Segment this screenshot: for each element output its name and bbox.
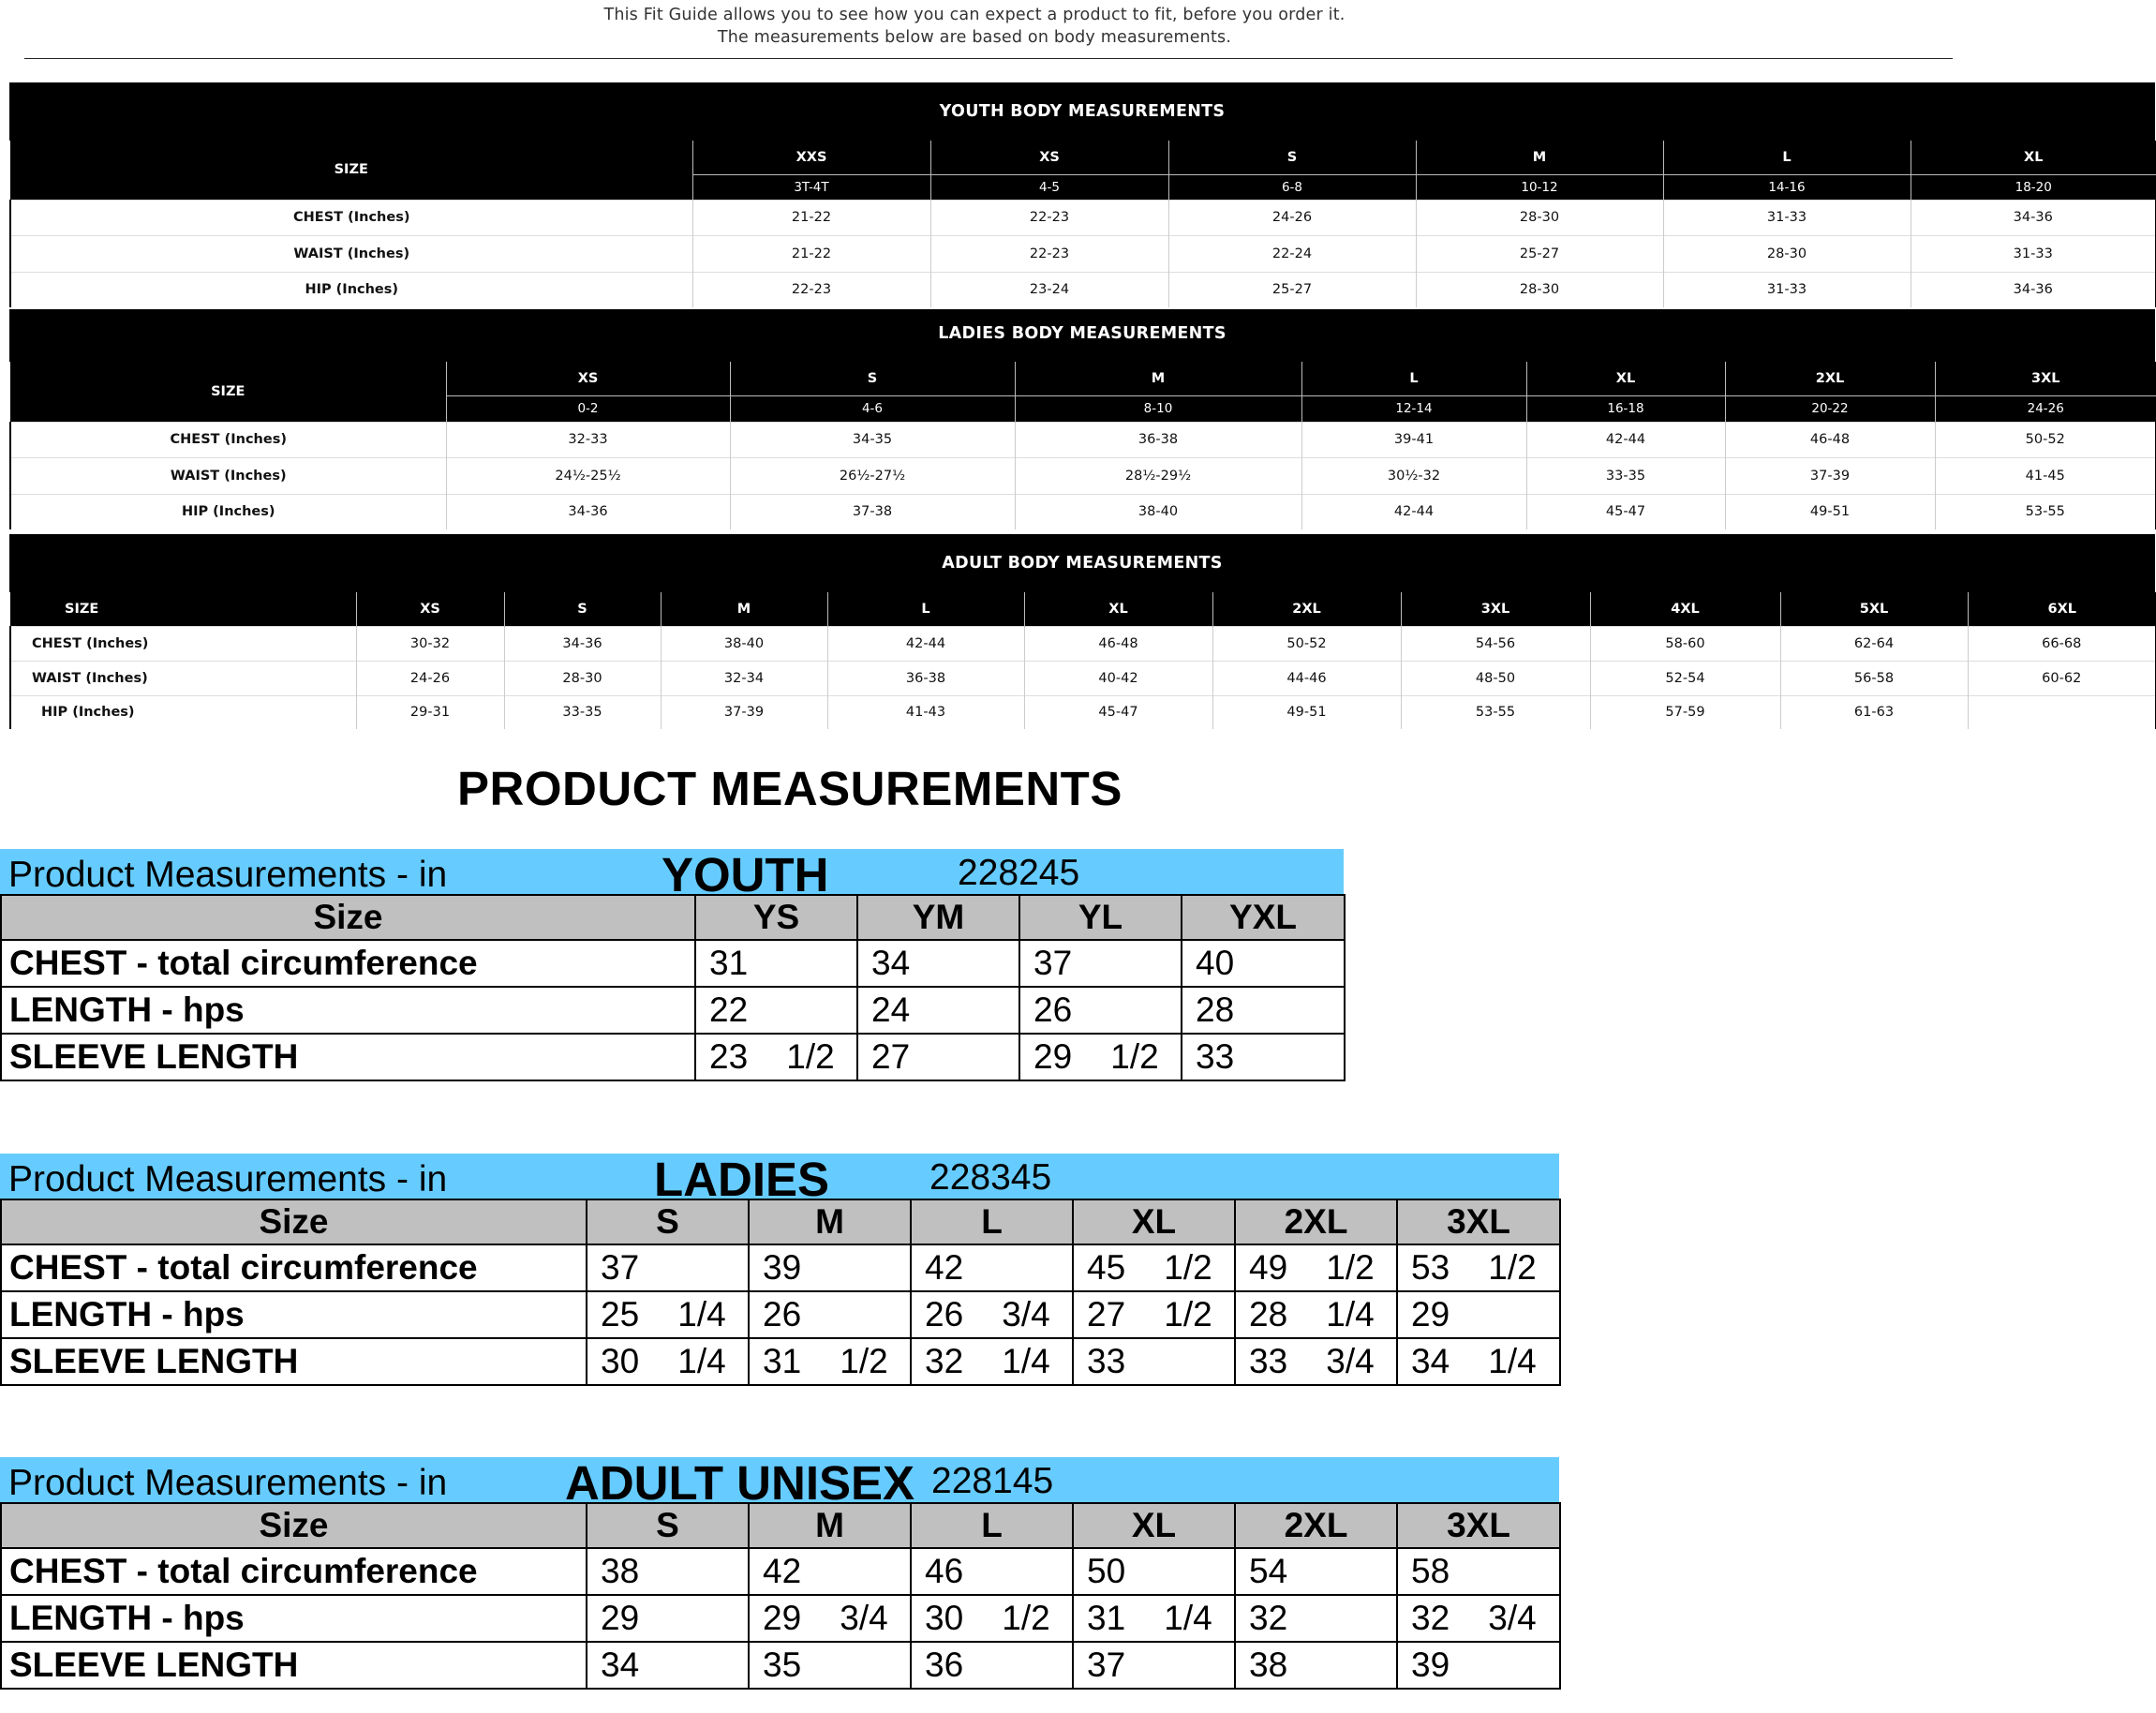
table-row bbox=[10, 626, 2156, 661]
adult-body-title: ADULT BODY MEASUREMENTS bbox=[9, 534, 2155, 592]
cell: 42-44 bbox=[827, 626, 1024, 661]
cell: 46 bbox=[911, 1548, 1073, 1595]
cell: 50 bbox=[1073, 1548, 1235, 1595]
row-label: WAIST (Inches) bbox=[10, 661, 356, 695]
cell: 38 bbox=[1235, 1642, 1397, 1689]
cell: 33 bbox=[1073, 1338, 1235, 1385]
adult-size-col: M bbox=[661, 592, 827, 626]
cell: 37 bbox=[1073, 1642, 1235, 1689]
cell: 49 1/2 bbox=[1235, 1244, 1397, 1291]
cell: 38 bbox=[587, 1548, 749, 1595]
youth-size-header: SIZE bbox=[10, 141, 692, 200]
youth-range-col: 4-5 bbox=[930, 174, 1168, 200]
cell: 44-46 bbox=[1212, 661, 1401, 695]
cell: 30-32 bbox=[356, 626, 504, 661]
cell: 27 1/2 bbox=[1073, 1291, 1235, 1338]
band-group: LADIES bbox=[654, 1153, 830, 1206]
size-col: YM bbox=[857, 895, 1019, 940]
size-header: Size bbox=[1, 1503, 587, 1548]
cell: 37-38 bbox=[730, 494, 1015, 529]
cell: 61-63 bbox=[1780, 695, 1968, 729]
size-col: XL bbox=[1073, 1503, 1235, 1548]
cell: 46-48 bbox=[1024, 626, 1212, 661]
cell: 22 bbox=[695, 987, 857, 1034]
ladies-body-measurements bbox=[9, 309, 2155, 529]
cell: 33 3/4 bbox=[1235, 1338, 1397, 1385]
youth-range-col: 10-12 bbox=[1416, 174, 1663, 200]
cell: 52-54 bbox=[1590, 661, 1780, 695]
cell: 29 bbox=[587, 1595, 749, 1642]
cell: 32 3/4 bbox=[1397, 1595, 1560, 1642]
row-label: CHEST - total circumference bbox=[1, 1244, 587, 1291]
cell: 30 1/4 bbox=[587, 1338, 749, 1385]
row-label: HIP (Inches) bbox=[10, 695, 356, 729]
cell: 34-36 bbox=[1911, 272, 2156, 307]
size-col: 3XL bbox=[1397, 1199, 1560, 1244]
table-row bbox=[1, 1291, 1560, 1338]
cell: 34-35 bbox=[730, 422, 1015, 457]
ladies-size-header: SIZE bbox=[10, 362, 446, 422]
row-label: CHEST (Inches) bbox=[10, 200, 692, 235]
adult-product-table bbox=[0, 1502, 1561, 1690]
ladies-range-col: 20-22 bbox=[1725, 395, 1935, 422]
intro-line-2: The measurements below are based on body measurements. bbox=[717, 28, 1232, 47]
cell: 25 1/4 bbox=[587, 1291, 749, 1338]
cell: 34-36 bbox=[504, 626, 661, 661]
ladies-size-col: XS bbox=[446, 362, 730, 395]
table-row bbox=[10, 661, 2156, 695]
band-label: Product Measurements - in bbox=[8, 1463, 448, 1503]
row-label: LENGTH - hps bbox=[1, 1291, 587, 1338]
cell: 28-30 bbox=[1416, 200, 1663, 235]
cell: 26 bbox=[749, 1291, 911, 1338]
size-col: S bbox=[587, 1503, 749, 1548]
table-row bbox=[1, 1034, 1345, 1080]
cell: 35 bbox=[749, 1642, 911, 1689]
size-col: 3XL bbox=[1397, 1503, 1560, 1548]
cell: 54-56 bbox=[1401, 626, 1590, 661]
table-row bbox=[10, 494, 2156, 529]
row-label: CHEST (Inches) bbox=[10, 626, 356, 661]
cell: 28½-29½ bbox=[1015, 457, 1301, 494]
size-col: YXL bbox=[1182, 895, 1345, 940]
size-col: YL bbox=[1019, 895, 1182, 940]
cell: 39-41 bbox=[1301, 422, 1526, 457]
cell: 24 bbox=[857, 987, 1019, 1034]
row-label: CHEST - total circumference bbox=[1, 1548, 587, 1595]
youth-size-col: M bbox=[1416, 141, 1663, 174]
youth-size-col: XS bbox=[930, 141, 1168, 174]
cell: 34 bbox=[587, 1642, 749, 1689]
row-label: HIP (Inches) bbox=[10, 494, 446, 529]
table-row bbox=[1, 940, 1345, 987]
cell: 33 bbox=[1182, 1034, 1345, 1080]
cell: 28-30 bbox=[1663, 235, 1911, 272]
youth-size-col: XXS bbox=[692, 141, 930, 174]
youth-range-col: 6-8 bbox=[1168, 174, 1416, 200]
ladies-size-col: 2XL bbox=[1725, 362, 1935, 395]
cell: 29 3/4 bbox=[749, 1595, 911, 1642]
table-row bbox=[1, 1338, 1560, 1385]
row-label: LENGTH - hps bbox=[1, 1595, 587, 1642]
cell: 28 bbox=[1182, 987, 1345, 1034]
adult-product-measurements bbox=[0, 1457, 1559, 1690]
cell: 37 bbox=[1019, 940, 1182, 987]
cell: 42 bbox=[749, 1548, 911, 1595]
adult-size-col: 6XL bbox=[1968, 592, 2156, 626]
band-label: Product Measurements - in bbox=[8, 855, 448, 895]
cell: 24½-25½ bbox=[446, 457, 730, 494]
ladies-range-col: 16-18 bbox=[1526, 395, 1725, 422]
cell: 45-47 bbox=[1024, 695, 1212, 729]
cell: 40-42 bbox=[1024, 661, 1212, 695]
cell: 25-27 bbox=[1416, 235, 1663, 272]
cell: 30½-32 bbox=[1301, 457, 1526, 494]
cell: 36-38 bbox=[827, 661, 1024, 695]
ladies-size-col: S bbox=[730, 362, 1015, 395]
row-label: SLEEVE LENGTH bbox=[1, 1034, 695, 1080]
adult-size-col: 2XL bbox=[1212, 592, 1401, 626]
cell: 30 1/2 bbox=[911, 1595, 1073, 1642]
cell: 31 bbox=[695, 940, 857, 987]
cell: 26 bbox=[1019, 987, 1182, 1034]
ladies-range-col: 12-14 bbox=[1301, 395, 1526, 422]
cell: 56-58 bbox=[1780, 661, 1968, 695]
cell: 42-44 bbox=[1301, 494, 1526, 529]
table-row bbox=[10, 422, 2156, 457]
youth-range-col: 14-16 bbox=[1663, 174, 1911, 200]
cell: 29 bbox=[1397, 1291, 1560, 1338]
cell: 37-39 bbox=[661, 695, 827, 729]
ladies-product-measurements bbox=[0, 1154, 1559, 1386]
ladies-range-col: 0-2 bbox=[446, 395, 730, 422]
size-header: Size bbox=[1, 895, 695, 940]
row-label: SLEEVE LENGTH bbox=[1, 1338, 587, 1385]
youth-size-col: L bbox=[1663, 141, 1911, 174]
cell: 34-36 bbox=[446, 494, 730, 529]
cell: 57-59 bbox=[1590, 695, 1780, 729]
row-label: WAIST (Inches) bbox=[10, 235, 692, 272]
adult-size-col: XL bbox=[1024, 592, 1212, 626]
intro-line-1: This Fit Guide allows you to see how you can expect a product to fit, before you order it. bbox=[603, 6, 1346, 24]
ladies-range-col: 8-10 bbox=[1015, 395, 1301, 422]
adult-size-header: SIZE bbox=[10, 592, 356, 626]
adult-size-col: 5XL bbox=[1780, 592, 1968, 626]
size-col: M bbox=[749, 1199, 911, 1244]
ladies-body-title: LADIES BODY MEASUREMENTS bbox=[9, 309, 2155, 362]
table-row bbox=[1, 1595, 1560, 1642]
youth-range-col: 3T-4T bbox=[692, 174, 930, 200]
youth-size-col: XL bbox=[1911, 141, 2156, 174]
band-code: 228245 bbox=[958, 853, 1080, 893]
cell: 58 bbox=[1397, 1548, 1560, 1595]
ladies-size-col: M bbox=[1015, 362, 1301, 395]
size-col: YS bbox=[695, 895, 857, 940]
cell: 32-33 bbox=[446, 422, 730, 457]
cell: 38-40 bbox=[661, 626, 827, 661]
row-label: CHEST - total circumference bbox=[1, 940, 695, 987]
cell: 33-35 bbox=[504, 695, 661, 729]
size-col: L bbox=[911, 1503, 1073, 1548]
cell: 24-26 bbox=[1168, 200, 1416, 235]
youth-body-measurements bbox=[9, 82, 2155, 307]
cell: 54 bbox=[1235, 1548, 1397, 1595]
youth-range-col: 18-20 bbox=[1911, 174, 2156, 200]
cell: 28-30 bbox=[1416, 272, 1663, 307]
youth-product-table bbox=[0, 894, 1346, 1081]
cell: 38-40 bbox=[1015, 494, 1301, 529]
cell bbox=[1968, 695, 2156, 729]
ladies-size-col: 3XL bbox=[1935, 362, 2156, 395]
cell: 21-22 bbox=[692, 235, 930, 272]
cell: 22-24 bbox=[1168, 235, 1416, 272]
product-band bbox=[0, 1456, 1559, 1510]
cell: 41-43 bbox=[827, 695, 1024, 729]
cell: 26½-27½ bbox=[730, 457, 1015, 494]
ladies-range-col: 4-6 bbox=[730, 395, 1015, 422]
table-row bbox=[1, 1548, 1560, 1595]
cell: 49-51 bbox=[1212, 695, 1401, 729]
cell: 28 1/4 bbox=[1235, 1291, 1397, 1338]
row-label: LENGTH - hps bbox=[1, 987, 695, 1034]
cell: 58-60 bbox=[1590, 626, 1780, 661]
cell: 31-33 bbox=[1911, 235, 2156, 272]
cell: 25-27 bbox=[1168, 272, 1416, 307]
product-measurements-heading: PRODUCT MEASUREMENTS bbox=[457, 762, 1123, 815]
cell: 46-48 bbox=[1725, 422, 1935, 457]
cell: 40 bbox=[1182, 940, 1345, 987]
cell: 22-23 bbox=[692, 272, 930, 307]
ladies-range-col: 24-26 bbox=[1935, 395, 2156, 422]
table-row bbox=[1, 1244, 1560, 1291]
ladies-body-table bbox=[9, 362, 2156, 529]
cell: 26 3/4 bbox=[911, 1291, 1073, 1338]
adult-body-measurements bbox=[9, 534, 2155, 729]
cell: 60-62 bbox=[1968, 661, 2156, 695]
product-band bbox=[0, 1153, 1559, 1206]
row-label: SLEEVE LENGTH bbox=[1, 1642, 587, 1689]
cell: 62-64 bbox=[1780, 626, 1968, 661]
row-label: WAIST (Inches) bbox=[10, 457, 446, 494]
cell: 36-38 bbox=[1015, 422, 1301, 457]
cell: 31 1/4 bbox=[1073, 1595, 1235, 1642]
band-code: 228145 bbox=[931, 1461, 1054, 1501]
cell: 42-44 bbox=[1526, 422, 1725, 457]
cell: 23-24 bbox=[930, 272, 1168, 307]
cell: 24-26 bbox=[356, 661, 504, 695]
size-header: Size bbox=[1, 1199, 587, 1244]
table-row bbox=[10, 200, 2156, 235]
youth-product-measurements bbox=[0, 849, 1344, 1081]
cell: 53-55 bbox=[1401, 695, 1590, 729]
cell: 41-45 bbox=[1935, 457, 2156, 494]
cell: 27 bbox=[857, 1034, 1019, 1080]
cell: 29 1/2 bbox=[1019, 1034, 1182, 1080]
cell: 31 1/2 bbox=[749, 1338, 911, 1385]
cell: 28-30 bbox=[504, 661, 661, 695]
adult-size-col: S bbox=[504, 592, 661, 626]
cell: 34 1/4 bbox=[1397, 1338, 1560, 1385]
youth-size-col: S bbox=[1168, 141, 1416, 174]
cell: 22-23 bbox=[930, 200, 1168, 235]
cell: 33-35 bbox=[1526, 457, 1725, 494]
band-label: Product Measurements - in bbox=[8, 1159, 448, 1199]
cell: 36 bbox=[911, 1642, 1073, 1689]
table-row bbox=[10, 272, 2156, 307]
size-col: L bbox=[911, 1199, 1073, 1244]
cell: 48-50 bbox=[1401, 661, 1590, 695]
cell: 45-47 bbox=[1526, 494, 1725, 529]
cell: 39 bbox=[749, 1244, 911, 1291]
cell: 66-68 bbox=[1968, 626, 2156, 661]
band-group: ADULT UNISEX bbox=[565, 1456, 915, 1510]
cell: 49-51 bbox=[1725, 494, 1935, 529]
table-row bbox=[10, 235, 2156, 272]
table-row bbox=[1, 1642, 1560, 1689]
cell: 34-36 bbox=[1911, 200, 2156, 235]
cell: 42 bbox=[911, 1244, 1073, 1291]
cell: 50-52 bbox=[1212, 626, 1401, 661]
cell: 21-22 bbox=[692, 200, 930, 235]
cell: 34 bbox=[857, 940, 1019, 987]
size-col: XL bbox=[1073, 1199, 1235, 1244]
cell: 32 bbox=[1235, 1595, 1397, 1642]
adult-size-col: XS bbox=[356, 592, 504, 626]
row-label: HIP (Inches) bbox=[10, 272, 692, 307]
cell: 53-55 bbox=[1935, 494, 2156, 529]
cell: 37 bbox=[587, 1244, 749, 1291]
cell: 31-33 bbox=[1663, 200, 1911, 235]
cell: 53 1/2 bbox=[1397, 1244, 1560, 1291]
adult-body-table bbox=[9, 592, 2156, 729]
cell: 23 1/2 bbox=[695, 1034, 857, 1080]
table-row bbox=[10, 457, 2156, 494]
size-col: S bbox=[587, 1199, 749, 1244]
cell: 39 bbox=[1397, 1642, 1560, 1689]
ladies-size-col: XL bbox=[1526, 362, 1725, 395]
intro-divider bbox=[24, 58, 1953, 59]
cell: 32 1/4 bbox=[911, 1338, 1073, 1385]
size-col: 2XL bbox=[1235, 1199, 1397, 1244]
band-group: YOUTH bbox=[662, 848, 829, 901]
table-row bbox=[1, 987, 1345, 1034]
row-label: CHEST (Inches) bbox=[10, 422, 446, 457]
cell: 45 1/2 bbox=[1073, 1244, 1235, 1291]
fit-guide-intro bbox=[0, 4, 1949, 49]
cell: 37-39 bbox=[1725, 457, 1935, 494]
youth-body-table bbox=[9, 141, 2156, 307]
youth-body-title: YOUTH BODY MEASUREMENTS bbox=[9, 82, 2155, 141]
cell: 31-33 bbox=[1663, 272, 1911, 307]
ladies-size-col: L bbox=[1301, 362, 1526, 395]
product-band bbox=[0, 848, 1344, 901]
cell: 32-34 bbox=[661, 661, 827, 695]
adult-size-col: 4XL bbox=[1590, 592, 1780, 626]
cell: 22-23 bbox=[930, 235, 1168, 272]
adult-size-col: 3XL bbox=[1401, 592, 1590, 626]
cell: 29-31 bbox=[356, 695, 504, 729]
band-code: 228345 bbox=[929, 1157, 1052, 1198]
ladies-product-table bbox=[0, 1199, 1561, 1386]
table-row bbox=[10, 695, 2156, 729]
cell: 50-52 bbox=[1935, 422, 2156, 457]
size-col: M bbox=[749, 1503, 911, 1548]
adult-size-col: L bbox=[827, 592, 1024, 626]
size-col: 2XL bbox=[1235, 1503, 1397, 1548]
